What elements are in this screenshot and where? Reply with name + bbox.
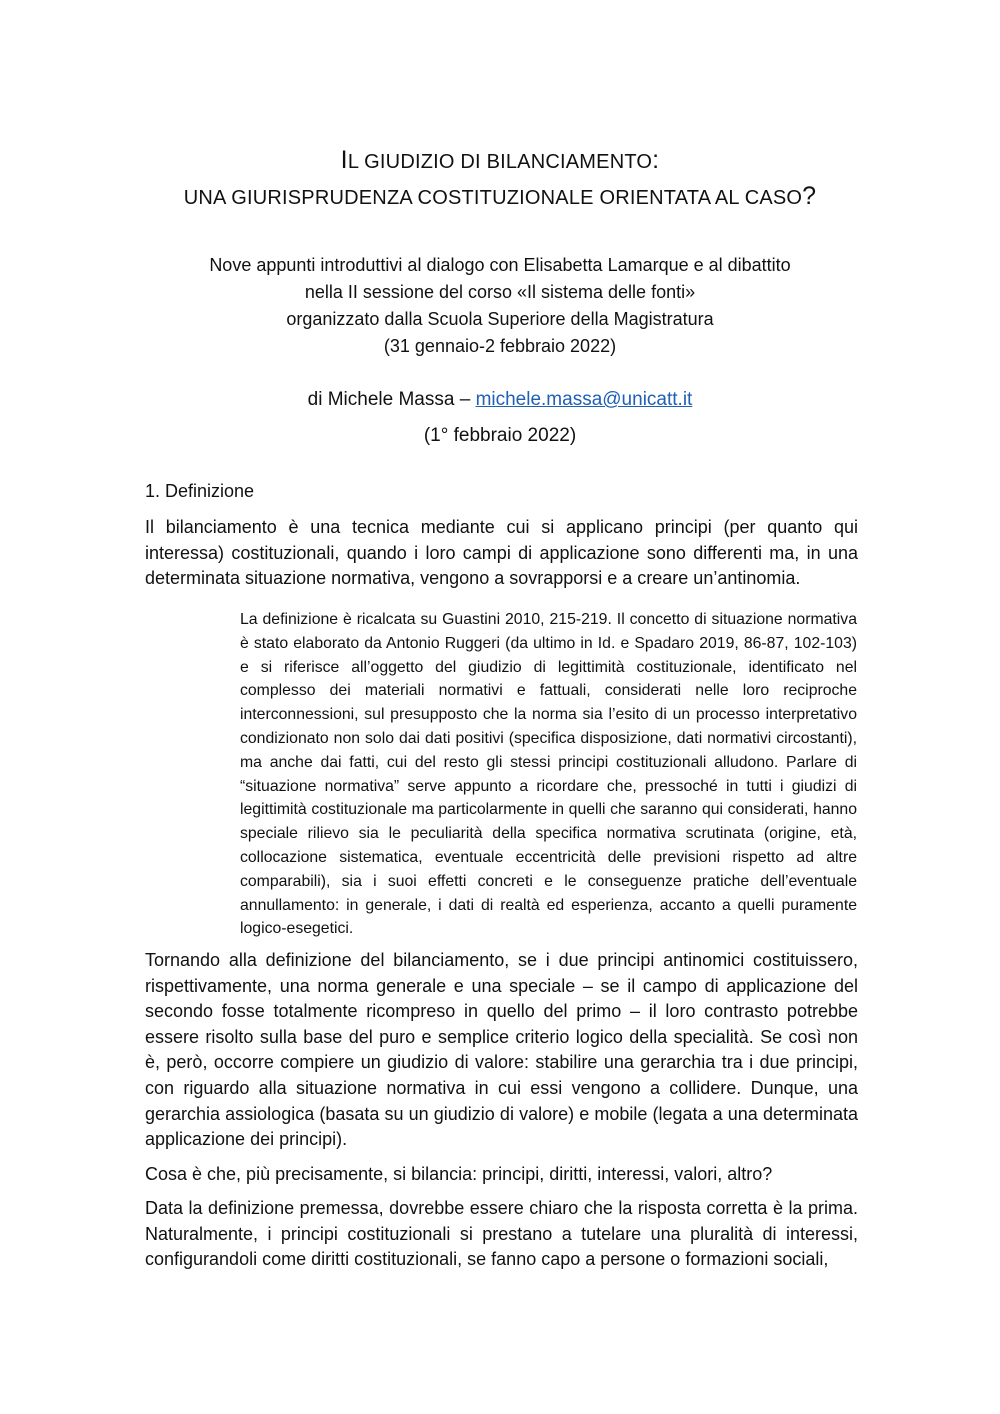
- title-initial: I: [340, 146, 348, 174]
- subtitle-line: Nove appunti introduttivi al dialogo con Elisabetta Lamarque e al dibattito: [209, 255, 791, 275]
- indented-note: La definizione è ricalcata su Guastini 2010, 215-219. Il concetto di situazione normativa è stato elaborato da Antonio Ruggeri (da ultimo in Id. e Spadaro 2019, 86-87, 102-103) e si riferisce all’oggetto del giudizio di legittimità costituzionale, identificato nel complesso dei materiali normativi e fattuali, considerati nelle loro reciproche interconnessioni, sul presupposto che la norma sia l’esito di un processo interpretativo condizionato non solo dai dati positivi (specifica disposizione, dati normativi circostanti), ma anche dai fatti, cui del resto gli stessi principi costituzionali alludono. Parlare di “situazione normativa” serve appunto a ricordare che, pressoché in tutti i giudizi di legittimità costituzionale ma particolarmente in quelli che saranno qui considerati, hanno speciale rilievo sia le peculiarità della specifica normativa scrutinata (origine, età, collocazione sistematica, eventuale eccentricità delle previsioni rispetto ad altre comparabili), sia i suoi effetti concreti e le conseguenze pratiche dell’eventuale annullamento: in generale, i dati di realtà ed esperienza, accanto a quelli puramente logico-esegetici.: [240, 611, 857, 938]
- paragraph-answer: Data la definizione premessa, dovrebbe essere chiaro che la risposta corretta è la prima. Naturalmente, i principi costituzionali si prestano a tutelare una pluralità di interessi, configurandoli come diritti costituzionali, se fanno capo a persone o formazioni sociali,: [145, 1198, 858, 1270]
- paragraph-question: Cosa è che, più precisamente, si bilancia: principi, diritti, interessi, valori, altro?: [145, 1164, 773, 1184]
- section-heading: 1. Definizione: [145, 481, 255, 501]
- subtitle-line: nella II sessione del corso «Il sistema delle fonti»: [304, 282, 696, 302]
- title-colon: :: [652, 146, 660, 174]
- subtitle-block: [0, 252, 1000, 360]
- paragraph-balancing: Tornando alla definizione del bilanciamento, se i due principi antinomici costituissero, rispettivamente, una norma generale e una speciale – se il campo di applicazione del secondo fosse totalmente ricompreso in quello del primo – il loro contrasto potrebbe essere risolto sulla base del puro e semplice criterio logico della specialità. Se così non è, però, occorre compiere un giudizio di valore: stabilire una gerarchia tra i due principi, con riguardo alla situazione normativa in cui essi vengono a collidere. Dunque, una gerarchia assiologica (basata su un giudizio di valore) e mobile (legata a una determinata applicazione dei principi).: [145, 950, 858, 1150]
- title-line-2-text: UNA GIURISPRUDENZA COSTITUZIONALE ORIENTATA AL CASO: [183, 187, 803, 209]
- paragraph-definition: Il bilanciamento è una tecnica mediante cui si applicano principi (per quanto qui interessa) costituzionali, quando i loro campi di applicazione sono differenti ma, in una determinata situazione normativa, vengono a sovrapporsi e a creare un’antinomia.: [145, 517, 858, 589]
- author-name: di Michele Massa –: [307, 389, 476, 410]
- title-line-1: [0, 146, 1000, 175]
- author-email-link[interactable]: michele.massa@unicatt.it: [475, 389, 693, 410]
- title-line-1-text: L GIUDIZIO DI BILANCIAMENTO: [347, 151, 653, 173]
- title-line-2: [0, 182, 1000, 211]
- title-question-mark: ?: [802, 182, 817, 210]
- subtitle-line: (31 gennaio-2 febbraio 2022): [383, 336, 617, 356]
- subtitle-line: organizzato dalla Scuola Superiore della Magistratura: [286, 309, 714, 329]
- document-date: (1° febbraio 2022): [423, 425, 577, 446]
- author-line: [0, 386, 1000, 413]
